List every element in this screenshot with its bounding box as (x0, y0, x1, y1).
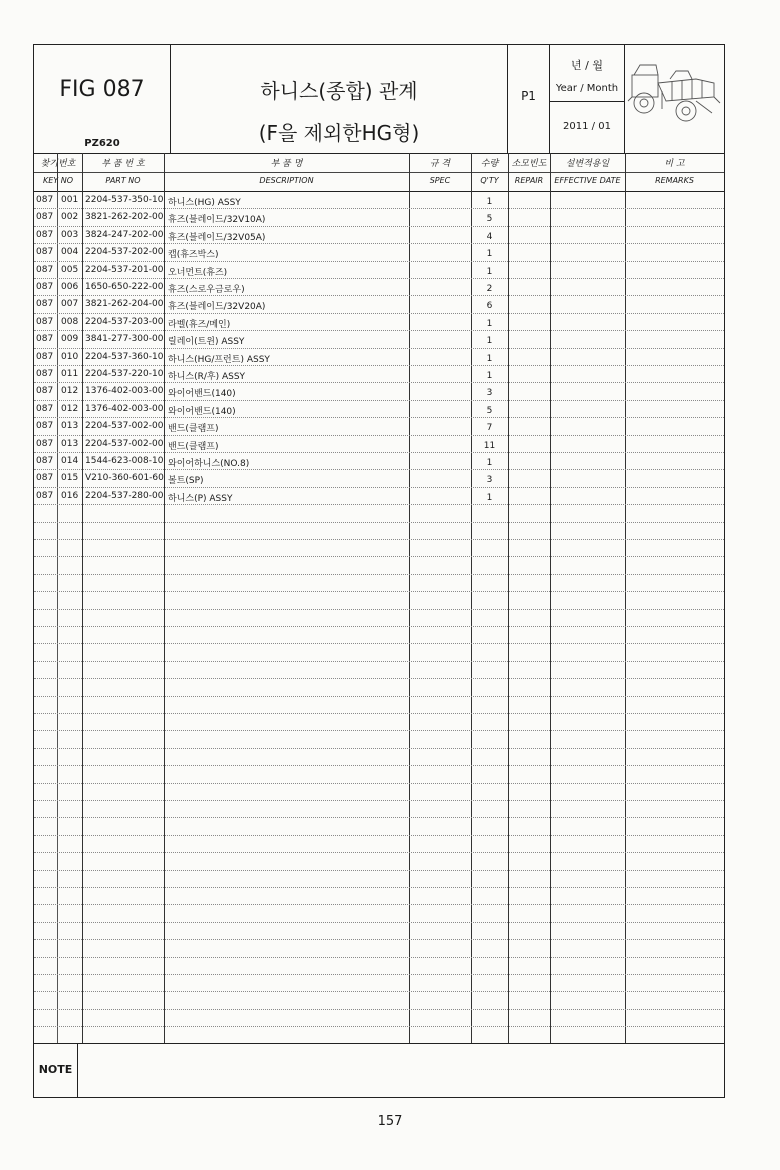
column-headers (34, 153, 724, 192)
table-row (34, 417, 724, 434)
row-part-no: 1376-402-003-00 (85, 403, 164, 414)
table-row (34, 400, 724, 417)
row-description: 휴즈(스로우금로우) (168, 285, 245, 295)
row-part-no: 3841-277-300-00 (85, 334, 164, 345)
row-qty: 1 (486, 353, 493, 364)
row-qty: 1 (486, 197, 493, 207)
table-row (34, 469, 724, 486)
row-description: 캡(휴즈박스) (168, 250, 219, 261)
col-repair-en: REPAIR (514, 176, 544, 185)
table-row (34, 435, 724, 452)
page-subtitle: (F을 제외한HG형) (258, 121, 420, 145)
row-fig-code: 087 (36, 247, 54, 258)
row-part-no: 2204-537-280-00 (85, 490, 164, 501)
row-fig-code: 087 (36, 264, 54, 275)
table-row (34, 295, 724, 312)
model-code: PZ620 (84, 138, 120, 149)
row-qty: 3 (486, 475, 493, 486)
row-part-no: 1650-650-222-00 (85, 282, 164, 292)
row-fig-code: 087 (36, 351, 54, 362)
fig-cell (34, 45, 171, 153)
sheet-header (34, 45, 724, 154)
row-qty: 1 (486, 266, 493, 277)
row-key-no: 015 (61, 473, 79, 484)
row-qty: 1 (486, 249, 493, 260)
row-part-no: 2204-537-350-10 (85, 195, 164, 205)
row-fig-code: 087 (36, 438, 54, 449)
table-row (34, 278, 724, 295)
col-spec-ko: 규 격 (429, 159, 451, 169)
row-key-no: 002 (61, 212, 79, 223)
row-description: 와이어하니스(NO.8) (168, 459, 250, 469)
col-description-en: DESCRIPTION (259, 176, 314, 185)
col-key-no-ko: 찾기번호 (40, 159, 76, 169)
row-qty: 4 (486, 231, 493, 242)
row-key-no: 010 (61, 351, 79, 362)
row-part-no: 1376-402-003-00 (85, 386, 164, 397)
row-fig-code: 087 (36, 316, 54, 327)
page-title: 하니스(종합) 관계 (260, 79, 418, 103)
col-part-no (82, 153, 164, 191)
row-key-no: 006 (61, 282, 79, 292)
table-row (34, 261, 724, 278)
row-qty: 1 (486, 318, 493, 329)
row-fig-code: 087 (36, 334, 54, 345)
row-fig-code: 087 (36, 369, 54, 379)
row-key-no: 001 (61, 195, 79, 205)
col-effective-ko: 설변적용일 (565, 159, 610, 169)
row-qty: 3 (486, 388, 493, 399)
col-key-no (34, 153, 82, 191)
table-row (34, 487, 724, 504)
row-qty: 2 (486, 284, 493, 294)
row-key-no: 013 (61, 421, 79, 432)
row-fig-code: 087 (36, 473, 54, 484)
row-key-no: 011 (61, 369, 79, 379)
col-spec-en: SPEC (429, 176, 451, 185)
row-key-no: 003 (61, 229, 79, 240)
row-key-no: 016 (61, 490, 79, 501)
col-description (164, 153, 409, 191)
row-part-no: 2204-537-202-00 (85, 247, 164, 258)
row-part-no: 1544-623-008-10 (85, 456, 164, 466)
table-row (34, 452, 724, 469)
row-part-no: 2204-537-360-10 (85, 351, 164, 362)
col-effective-date (550, 153, 625, 191)
col-remarks-ko: 비 고 (664, 159, 685, 169)
table-row (34, 208, 724, 225)
row-qty: 7 (486, 423, 493, 434)
row-qty: 1 (486, 458, 493, 468)
table-row (34, 313, 724, 330)
row-description: 와이어밴드(140) (168, 406, 236, 417)
table-row (34, 365, 724, 382)
col-description-ko: 부 품 명 (270, 159, 303, 169)
row-fig-code: 087 (36, 386, 54, 397)
table-row (34, 348, 724, 365)
row-description: 하니스(HG/프런트) ASSY (168, 354, 270, 365)
col-remarks (625, 153, 724, 191)
row-description: 릴레이(트윈) ASSY (168, 337, 245, 348)
page-number: 157 (377, 1114, 403, 1129)
machine-illustration-cell (625, 45, 724, 153)
row-key-no: 005 (61, 264, 79, 275)
row-part-no: 3821-262-204-00 (85, 299, 164, 310)
page-code-cell (508, 45, 550, 153)
row-qty: 6 (486, 301, 493, 312)
row-part-no: 2204-537-203-00 (85, 316, 164, 327)
row-fig-code: 087 (36, 299, 54, 310)
parts-sheet (33, 44, 725, 1098)
note-area (34, 1043, 724, 1098)
row-qty: 11 (483, 440, 496, 451)
row-description: 하니스(HG) ASSY (168, 198, 241, 208)
row-key-no: 014 (61, 456, 79, 466)
fig-number: FIG 087 (59, 77, 145, 102)
table-row (34, 382, 724, 399)
table-row (34, 226, 724, 243)
col-qty-en: Q'TY (480, 176, 499, 185)
row-qty: 1 (486, 492, 493, 503)
row-part-no: 2204-537-002-00 (85, 438, 164, 449)
row-part-no: 2204-537-002-00 (85, 421, 164, 432)
col-qty-ko: 수량 (480, 159, 499, 169)
col-part-no-ko: 부 품 번 호 (101, 159, 145, 169)
col-effective-en: EFFECTIVE DATE (554, 176, 621, 185)
row-fig-code: 087 (36, 212, 54, 223)
col-repair (508, 153, 550, 191)
row-fig-code: 087 (36, 282, 54, 292)
year-month-cell (550, 45, 625, 153)
note-label: NOTE (34, 1044, 78, 1098)
year-month-english: Year / Month (555, 83, 619, 94)
page-code: P1 (521, 89, 536, 103)
year-month-korean: 년 / 월 (571, 59, 603, 72)
title-cell (171, 45, 508, 153)
row-qty: 1 (486, 371, 493, 381)
row-part-no: 2204-537-220-10 (85, 369, 164, 379)
year-month-value: 2011 / 01 (563, 121, 611, 132)
row-part-no: 2204-537-201-00 (85, 264, 164, 275)
row-fig-code: 087 (36, 403, 54, 414)
row-description: 볼트(SP) (168, 476, 204, 487)
row-key-no: 013 (61, 438, 79, 449)
table-row (34, 191, 724, 208)
row-fig-code: 087 (36, 456, 54, 466)
row-description: 휴즈(블레이드/32V10A) (168, 215, 266, 226)
row-key-no: 007 (61, 299, 79, 310)
col-qty (471, 153, 508, 191)
table-row (34, 243, 724, 260)
row-key-no: 008 (61, 316, 79, 327)
row-description: 와이어밴드(140) (168, 389, 236, 400)
row-description: 하니스(P) ASSY (168, 493, 233, 504)
table-row (34, 330, 724, 347)
col-repair-ko: 소모빈도 (511, 159, 547, 169)
rice-transplanter-illustration (626, 57, 722, 137)
row-qty: 5 (486, 214, 493, 225)
row-key-no: 012 (61, 386, 79, 397)
row-fig-code: 087 (36, 490, 54, 501)
row-description: 오너먼트(휴즈) (168, 267, 228, 278)
row-part-no: 3821-262-202-00 (85, 212, 164, 223)
row-key-no: 009 (61, 334, 79, 345)
row-description: 휴즈(블레이드/32V05A) (168, 232, 266, 243)
row-description: 밴드(클램프) (168, 424, 219, 435)
row-fig-code: 087 (36, 195, 54, 205)
row-description: 라벨(휴즈/메인) (168, 319, 231, 330)
col-part-no-en: PART NO (105, 176, 141, 185)
row-part-no: 3824-247-202-00 (85, 229, 164, 240)
row-fig-code: 087 (36, 421, 54, 432)
col-spec (409, 153, 471, 191)
row-key-no: 012 (61, 403, 79, 414)
row-part-no: V210-360-601-60 (85, 473, 164, 484)
row-qty: 5 (486, 405, 493, 416)
row-fig-code: 087 (36, 229, 54, 240)
row-qty: 1 (486, 336, 493, 347)
row-description: 밴드(클램프) (168, 441, 219, 452)
row-description: 휴즈(블레이드/32V20A) (168, 302, 266, 313)
row-description: 하니스(R/후) ASSY (168, 372, 246, 382)
col-key-no-en: KEY NO (42, 176, 73, 185)
row-key-no: 004 (61, 247, 79, 258)
col-remarks-en: REMARKS (655, 176, 694, 185)
